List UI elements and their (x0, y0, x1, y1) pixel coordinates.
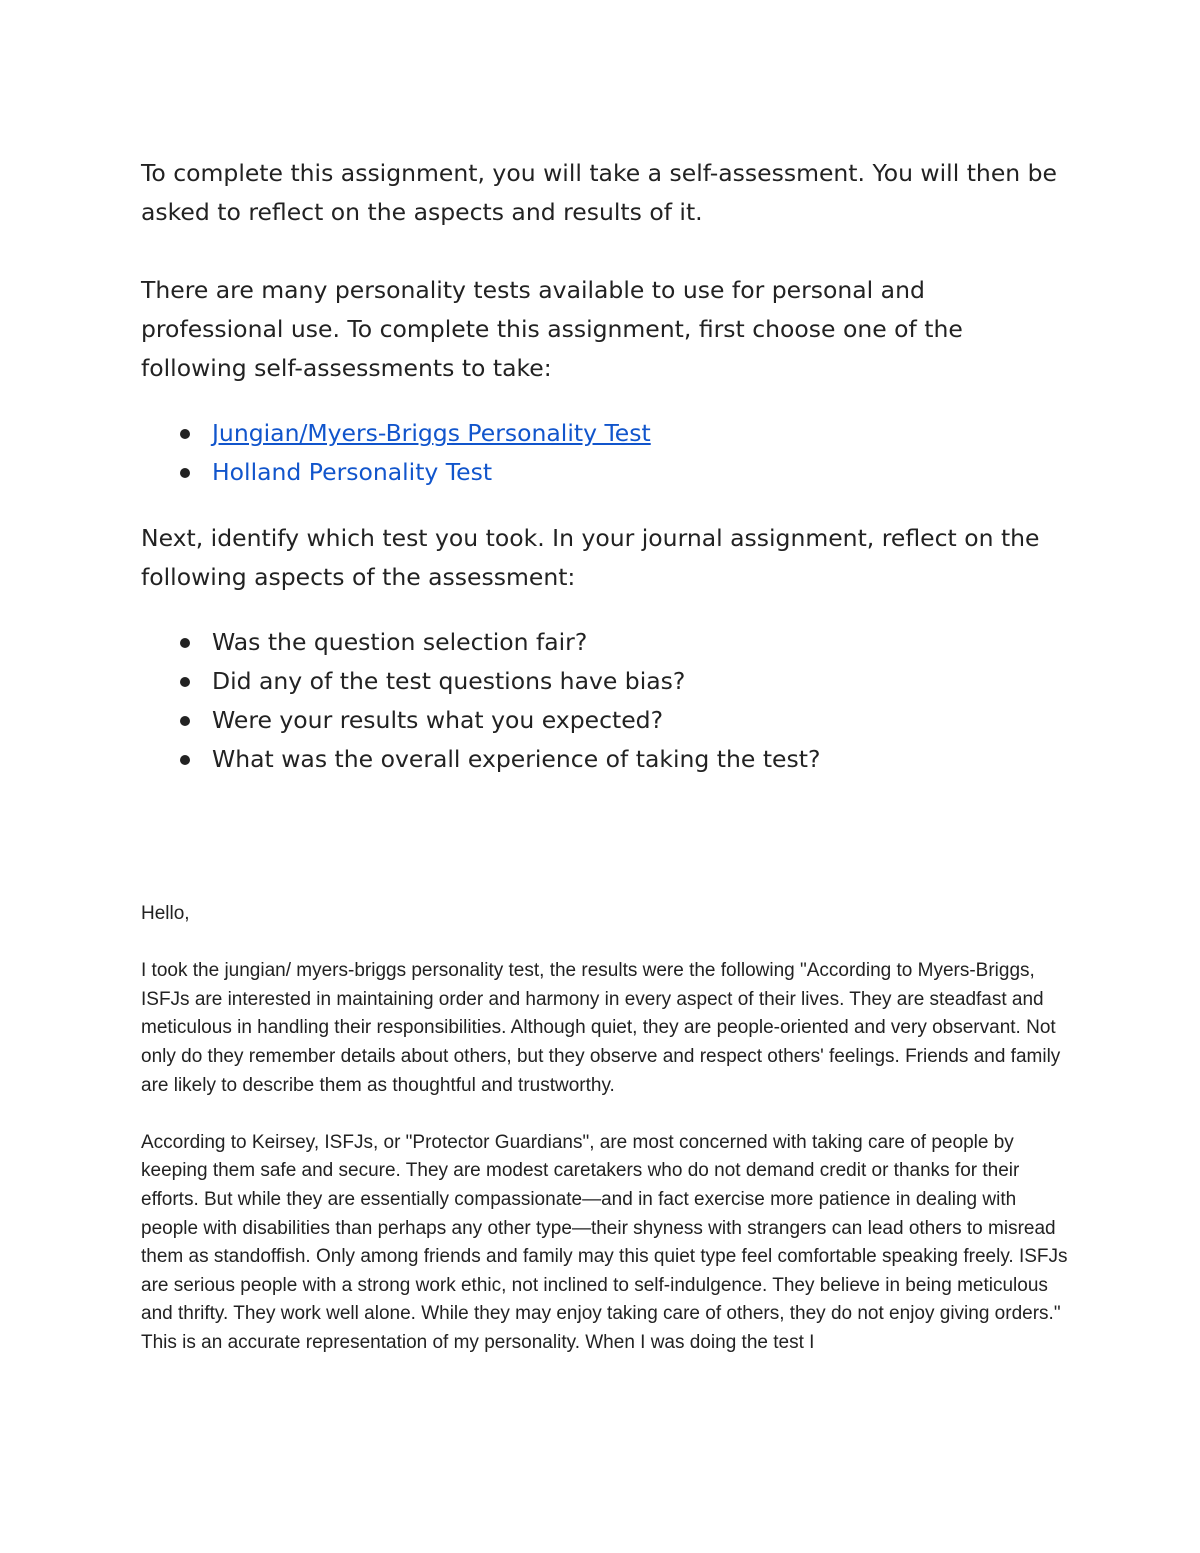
bullet-icon (180, 755, 190, 765)
assignment-prompt (141, 154, 1071, 806)
bullet-icon (180, 468, 190, 478)
test-list (141, 414, 1071, 492)
list-item (141, 662, 1071, 701)
list-item (141, 414, 1071, 453)
student-response (141, 900, 1071, 1386)
aspect-text: What was the overall experience of taking the test? (212, 745, 821, 773)
list-item (141, 701, 1071, 740)
bullet-icon (180, 638, 190, 648)
list-item (141, 740, 1071, 779)
aspect-list (141, 623, 1071, 779)
aspect-text: Did any of the test questions have bias? (212, 667, 686, 695)
holland-test-link[interactable]: Holland Personality Test (212, 458, 493, 486)
aspect-text: Was the question selection fair? (212, 628, 588, 656)
bullet-icon (180, 716, 190, 726)
choose-paragraph: There are many personality tests available to use for personal and professional use. To complete this assignment, first choose one of the following self-assessments to take: (141, 276, 963, 382)
response-paragraph-2: According to Keirsey, ISFJs, or "Protector Guardians", are most concerned with taking care of people by keeping them safe and secure. They are modest caretakers who do not demand credit or thanks for their efforts. But while they are essentially compassionate—and in fact exercise more patience in dealing with people with disabilities than perhaps any other type—their shyness with strangers can lead others to misread them as standoffish. Only among friends and family may this quiet type feel comfortable speaking freely. ISFJs are serious people with a strong work ethic, not inclined to self-indulgence. They believe in being meticulous and thrifty. They work well alone. While they may enjoy taking care of others, they do not enjoy giving orders." This is an accurate representation of my personality. When I was doing the test I (141, 1131, 1068, 1353)
bullet-icon (180, 429, 190, 439)
intro-paragraph: To complete this assignment, you will take a self-assessment. You will then be asked to reflect on the aspects and results of it. (141, 159, 1058, 226)
list-item (141, 453, 1071, 492)
response-paragraph-1: I took the jungian/ myers-briggs personality test, the results were the following "According to Myers-Briggs, ISFJs are interested in maintaining order and harmony in every aspect of their lives. They are steadfast and meticulous in handling their responsibilities. Although quiet, they are people-oriented and very observant. Not only do they remember details about others, but they observe and respect others' feelings. Friends and family are likely to describe them as thoughtful and trustworthy. (141, 960, 1061, 1096)
greeting: Hello, (141, 903, 190, 924)
list-item (141, 623, 1071, 662)
bullet-icon (180, 677, 190, 687)
next-paragraph: Next, identify which test you took. In your journal assignment, reflect on the following aspects of the assessment: (141, 524, 1040, 591)
myers-briggs-test-link[interactable]: Jungian/Myers-Briggs Personality Test (212, 419, 651, 447)
aspect-text: Were your results what you expected? (212, 706, 664, 734)
